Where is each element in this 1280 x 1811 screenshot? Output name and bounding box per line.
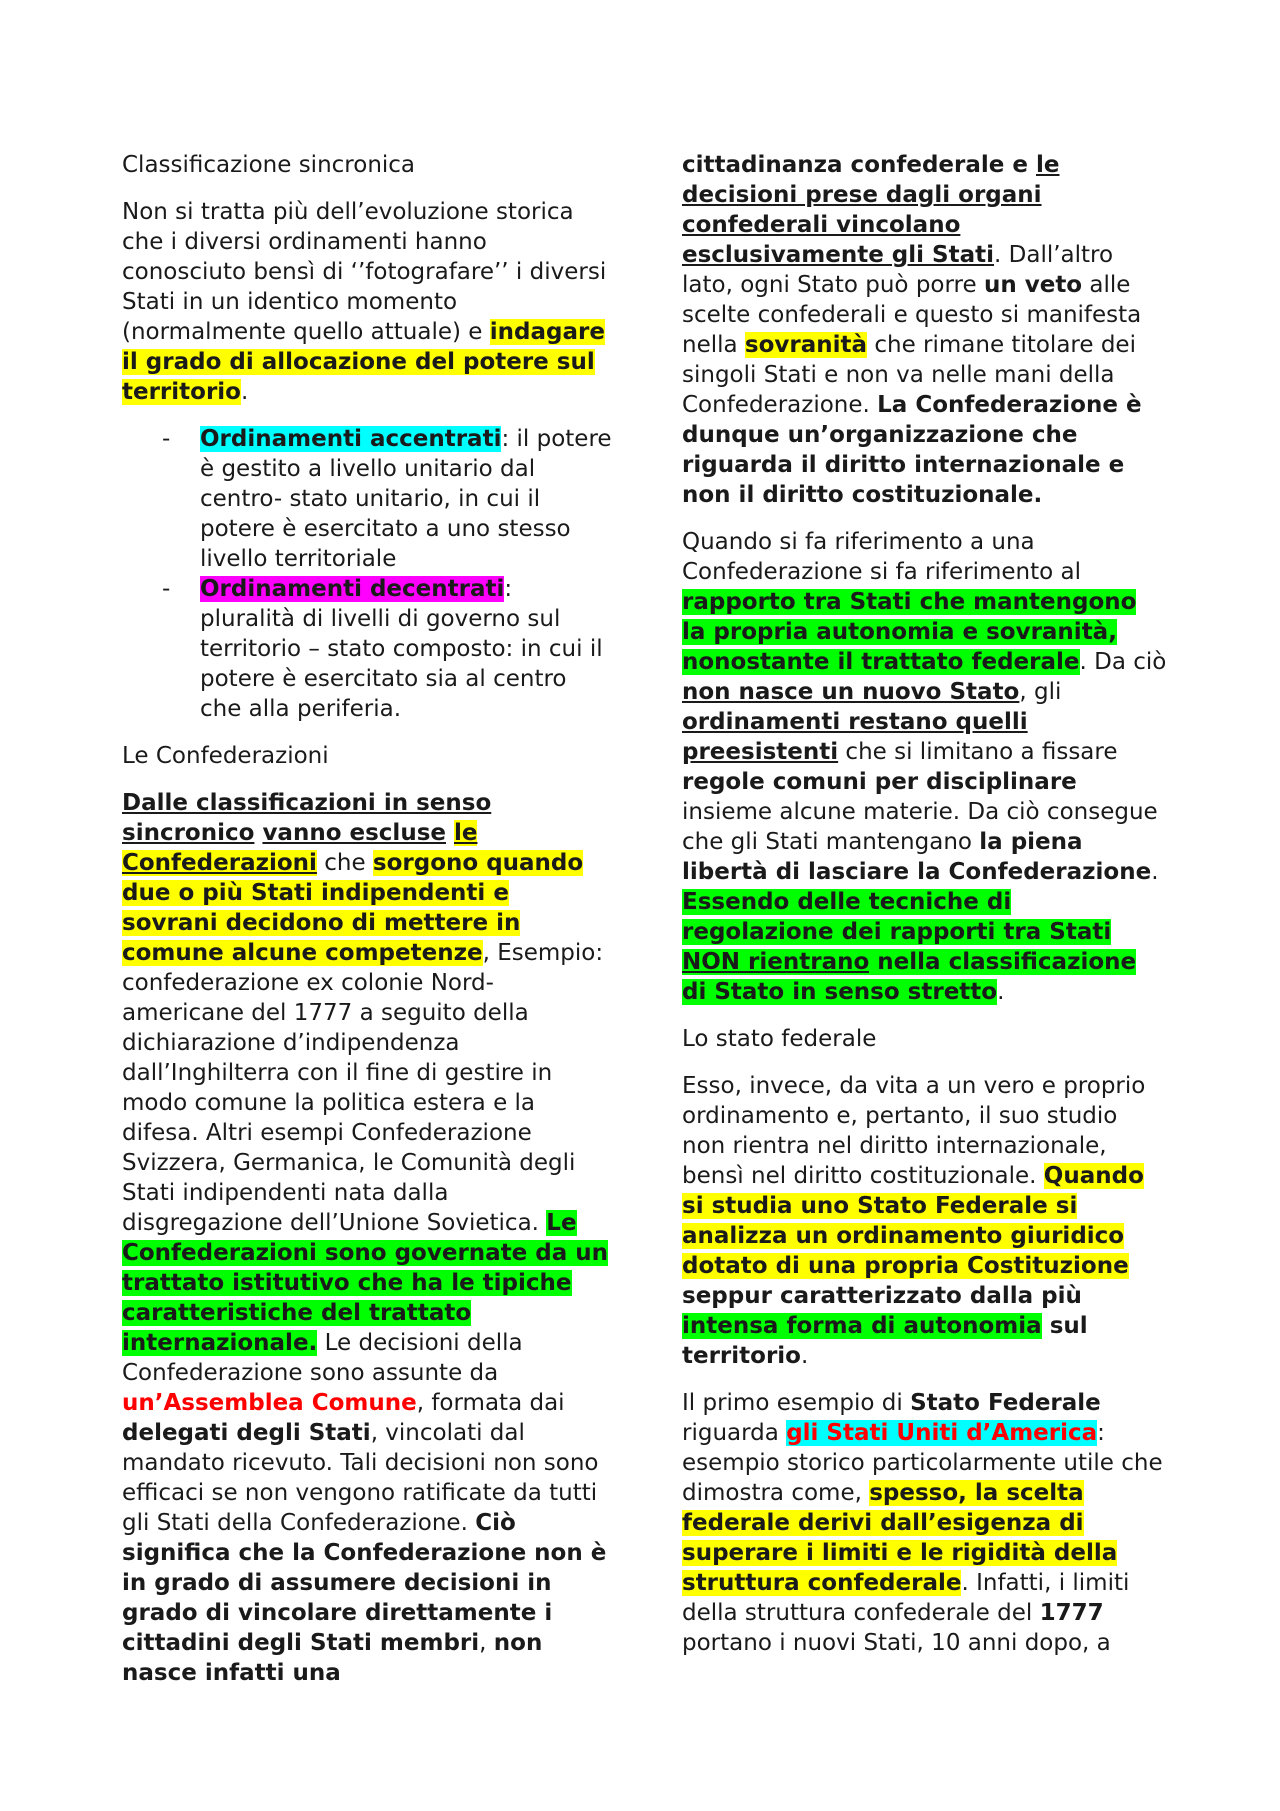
left-column [122, 150, 612, 1705]
highlight-autonomia: intensa forma di autonomia [682, 1313, 1042, 1339]
highlight-stato-federale: Quando si studia uno Stato Federale si analizza un ordinamento giuridico dotato di una propria Costituzione [682, 1163, 1144, 1279]
highlight-allocazione: indagare il grado di allocazione del potere sul territorio [122, 319, 605, 405]
section-heading-classificazione: Classificazione sincronica [122, 152, 416, 178]
dash-bullet: - [162, 576, 171, 602]
highlight-scelta-federale: spesso, la scelta federale derivi dall’esigenza di superare i limiti e le rigidità della struttura confederale [682, 1480, 1118, 1596]
highlight-rapporto-stati: rapporto tra Stati che mantengono la propria autonomia e sovranità, nonostante il trattato federale [682, 589, 1137, 675]
highlight-le-confederazioni: le Confederazioni [122, 820, 478, 876]
paragraph-stati-uniti: Il primo esempio di Stato Federale riguarda gli Stati Uniti d’America: esempio storico particolarmente utile che dimostra come, spesso, la scelta federale derivi dall’esigenza di superare i limiti e le rigidità della struttura confederale. Infatti, i limiti della struttura confederale del 1777 portano i nuovi Stati, 10 anni dopo, a [682, 1390, 1163, 1656]
highlight-sorgono: sorgono quando due o più Stati indipendenti e sovrani decidono di mettere in comune alcune competenze [122, 850, 584, 966]
list-item: - Ordinamenti decentrati: pluralità di livelli di governo sul territorio – stato composto: in cui il potere è esercitato sia al centro che alla periferia. [162, 576, 603, 722]
highlight-stati-uniti: gli Stati Uniti d’America [786, 1420, 1098, 1446]
ordinamenti-list [122, 424, 612, 724]
paragraph-intro: Non si tratta più dell’evoluzione storica che i diversi ordinamenti hanno conosciuto bensì di ‘’fotografare’’ i diversi Stati in un identico momento (normalmente quello attuale) e indagare il grado di allocazione del potere sul territorio. [122, 199, 607, 405]
right-column [682, 150, 1167, 1675]
term-ordinamenti-decentrati: Ordinamenti decentrati [200, 576, 505, 602]
section-heading-confederazioni: Le Confederazioni [122, 743, 329, 769]
highlight-sovranita: sovranità [744, 332, 868, 358]
highlight-tecniche-regolazione: Essendo delle tecniche di regolazione dei rapporti tra Stati [682, 889, 1112, 945]
term-ordinamenti-accentrati: Ordinamenti accentrati [200, 426, 502, 452]
list-item: - Ordinamenti accentrati: il potere è gestito a livello unitario dal centro- stato unitario, in cui il potere è esercitato a uno stesso livello territoriale [162, 426, 612, 572]
paragraph-riferimento: Quando si fa riferimento a una Confederazione si fa riferimento al rapporto tra Stati che mantengono la propria autonomia e sovranità, nonostante il trattato federale. Da ciò non nasce un nuovo Stato, gli ordinamenti restano quelli preesistenti che si limitano a fissare regole comuni per disciplinare insieme alcune materie. Da ciò consegue che gli Stati mantengano la piena libertà di lasciare la Confederazione. Essendo delle tecniche di regolazione dei rapporti tra Stati NON rientrano nella classificazione di Stato in senso stretto. [682, 529, 1167, 1005]
paragraph-stato-federale: Esso, invece, da vita a un vero e proprio ordinamento e, pertanto, il suo studio non rientra nel diritto internazionale, bensì nel diritto costituzionale. Quando si studia uno Stato Federale si analizza un ordinamento giuridico dotato di una propria Costituzione seppur caratterizzato dalla più intensa forma di autonomia sul territorio. [682, 1073, 1146, 1369]
highlight-trattato-istitutivo: Le Confederazioni sono governate da un trattato istitutivo che ha le tipiche caratteristiche del trattato internazionale. [122, 1210, 609, 1356]
section-heading-stato-federale: Lo stato federale [682, 1026, 877, 1052]
red-assemblea-comune: un’Assemblea Comune [122, 1390, 417, 1416]
dash-bullet: - [162, 426, 171, 452]
paragraph-cittadinanza: cittadinanza confederale e le decisioni prese dagli organi confederali vincolano esclusivamente gli Stati. Dall’altro lato, ogni Stato può porre un veto alle scelte confederali e questo si manifesta nella sovranità che rimane titolare dei singoli Stati e non va nelle mani della Confederazione. La Confederazione è dunque un’organizzazione che riguarda il diritto internazionale e non il diritto costituzionale. [682, 152, 1142, 508]
paragraph-confederazioni: Dalle classificazioni in senso sincronico vanno escluse le Confederazioni che sorgono quando due o più Stati indipendenti e sovrani decidono di mettere in comune alcune competenze, Esempio: confederazione ex colonie Nord-americane del 1777 a seguito della dichiarazione d’indipendenza dall’Inghilterra con il fine di gestire in modo comune la politica estera e la difesa. Altri esempi Confederazione Svizzera, Germanica, le Comunità degli Stati indipendenti nata dalla disgregazione dell’Unione Sovietica. Le Confederazioni sono governate da un trattato istitutivo che ha le tipiche caratteristiche del trattato internazionale. Le decisioni della Confederazione sono assunte da un’Assemblea Comune, formata dai delegati degli Stati, vincolati dal mandato ricevuto. Tali decisioni non sono efficaci se non vengono ratificate da tutti gli Stati della Confederazione. Ciò significa che la Confederazione non è in grado di assumere decisioni in grado di vincolare direttamente i cittadini degli Stati membri, non nasce infatti una [122, 790, 609, 1686]
